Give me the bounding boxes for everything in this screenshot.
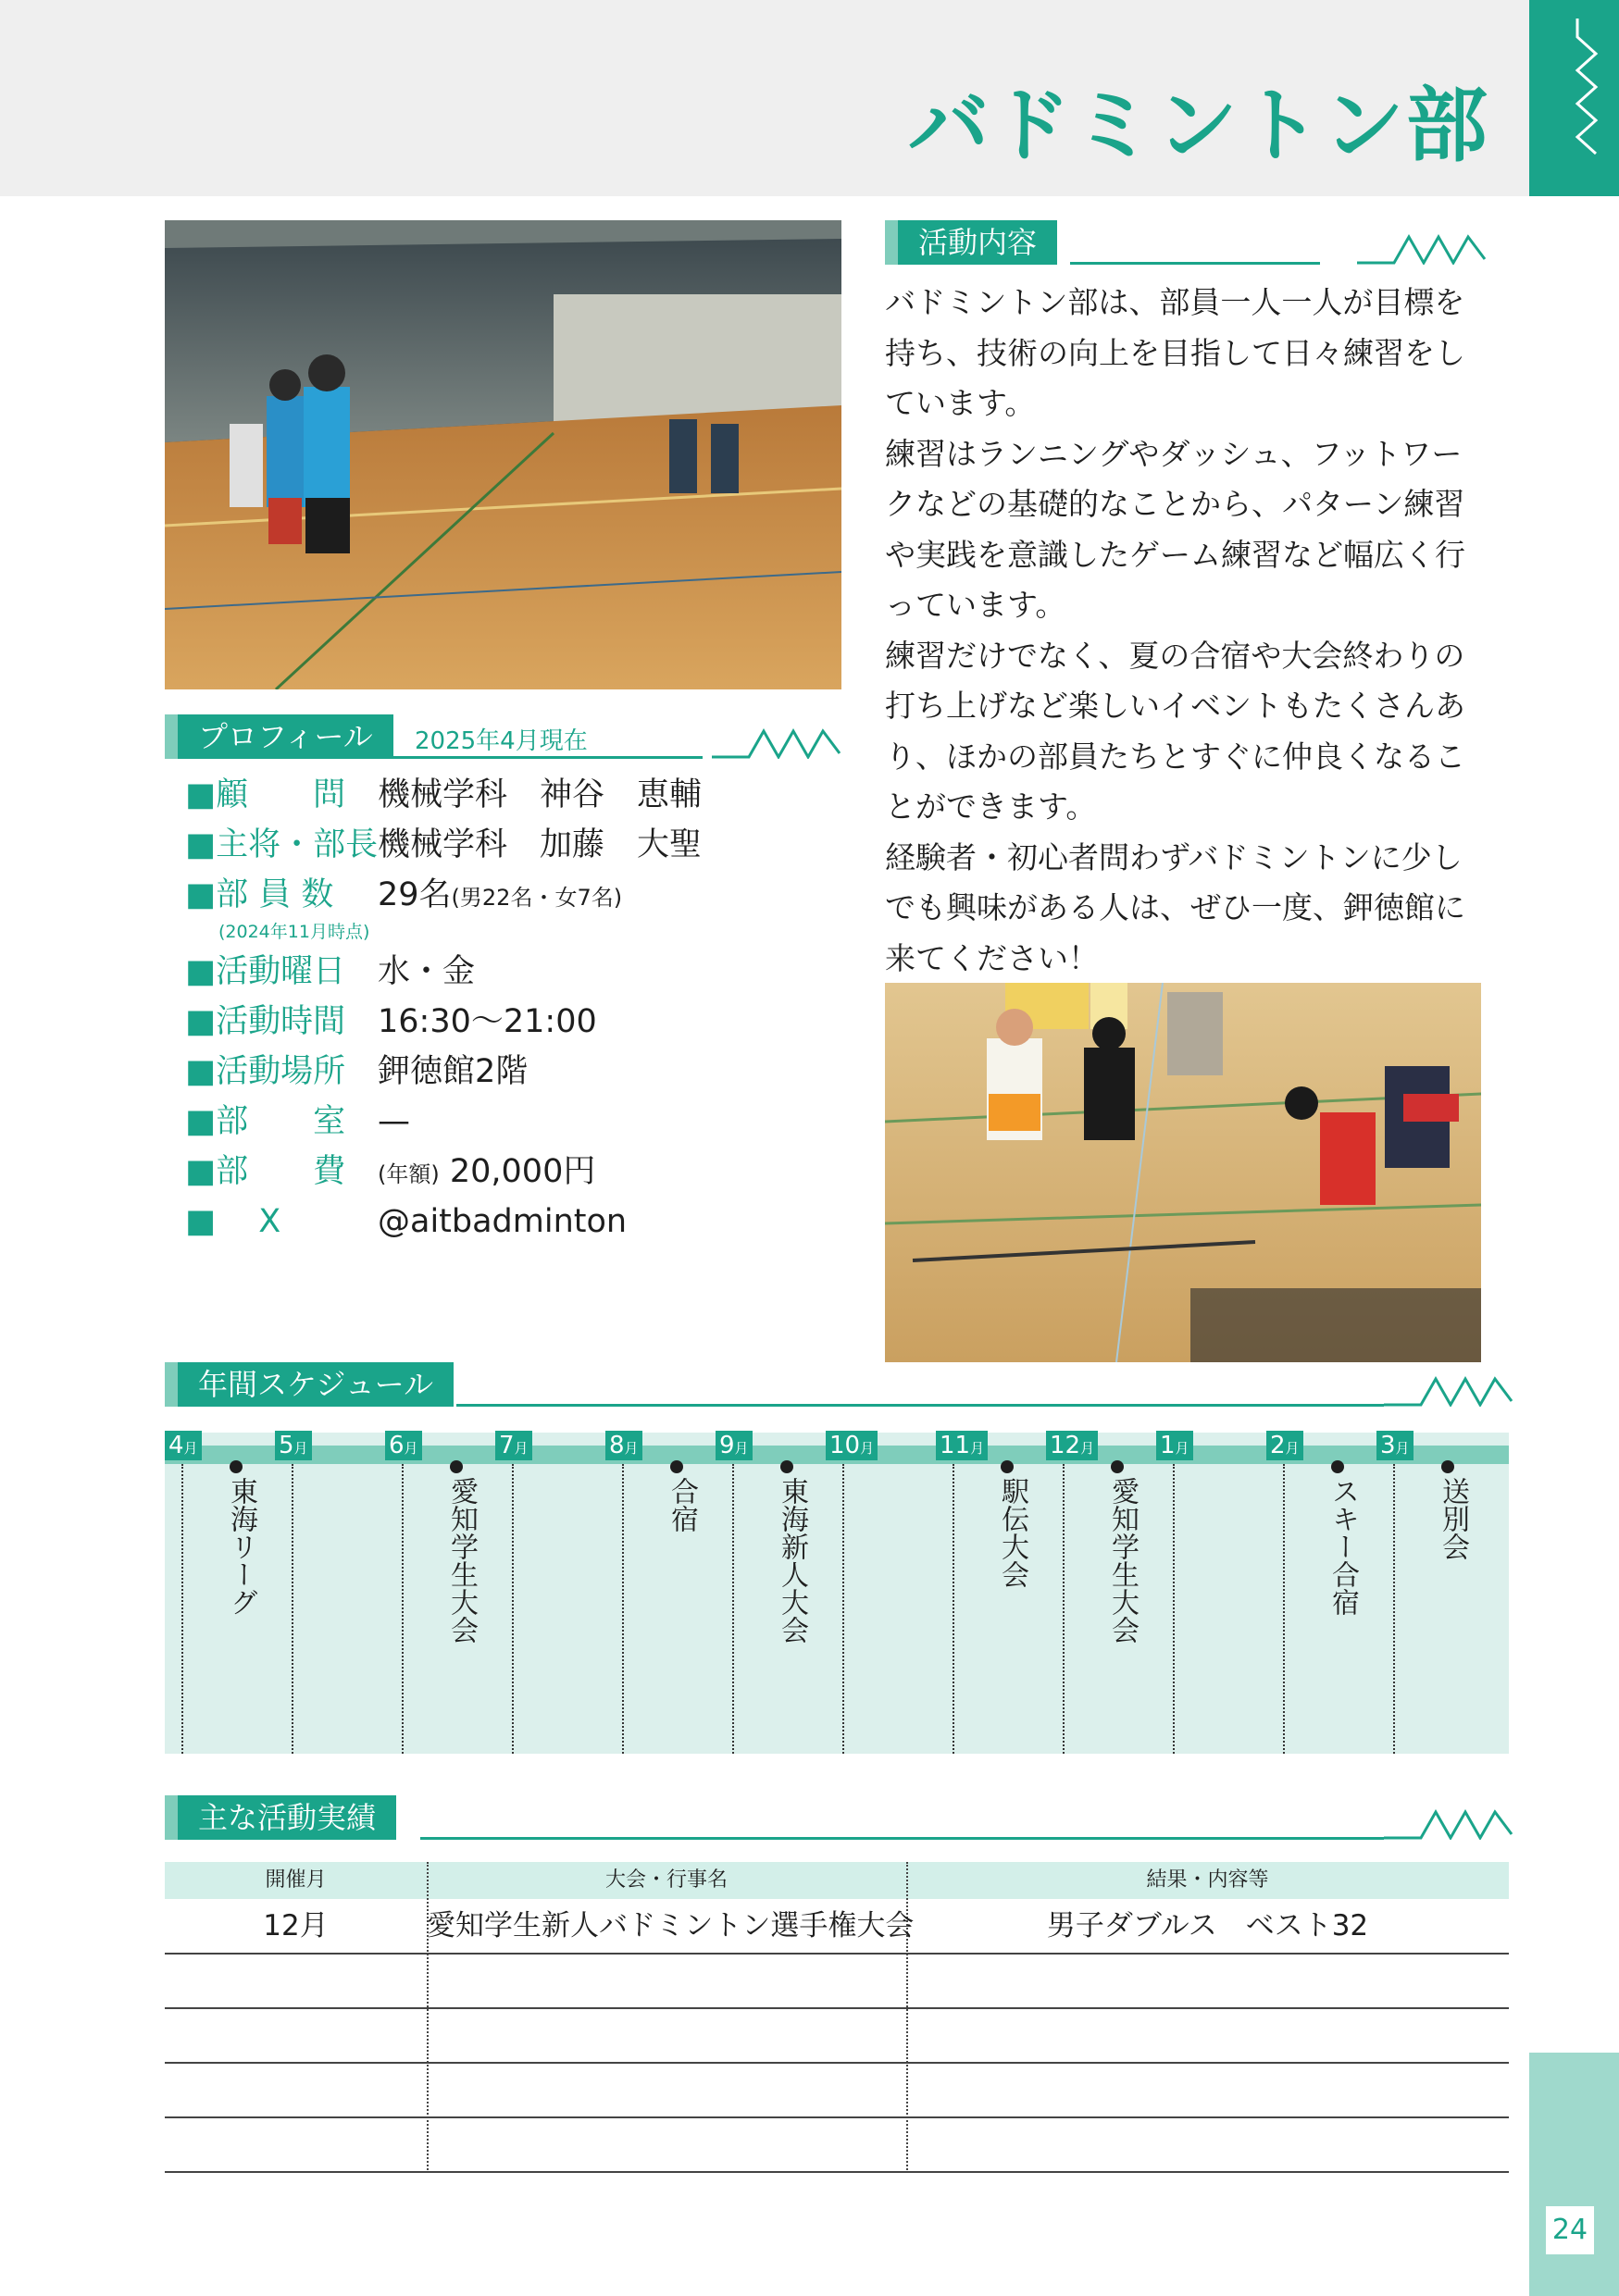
zigzag-decoration-icon xyxy=(1529,0,1619,196)
schedule-event: スキー合宿 xyxy=(1326,1477,1359,1616)
month-tag: 8月 xyxy=(605,1431,642,1460)
profile-value: 水・金 xyxy=(378,953,476,990)
month-tag: 9月 xyxy=(716,1431,753,1460)
profile-value xyxy=(378,872,622,921)
gym-scene-image xyxy=(165,220,841,689)
month-tag: 10月 xyxy=(826,1431,878,1460)
profile-value: 機械学科 加藤 大聖 xyxy=(378,826,703,863)
profile-value: 鉀徳館2階 xyxy=(378,1053,529,1090)
x-account-link[interactable]: @aitbadminton xyxy=(378,1203,628,1240)
month-tag: 7月 xyxy=(495,1431,532,1460)
zigzag-icon xyxy=(712,726,841,759)
table-row-line xyxy=(165,2062,1509,2064)
month-tag: 4月 xyxy=(165,1431,202,1460)
profile-row-captain xyxy=(185,822,704,868)
practice-photo xyxy=(165,220,841,689)
profile-value: 16:30〜21:00 xyxy=(378,1003,597,1040)
result-month: 12月 xyxy=(263,1909,329,1942)
profile-label: ■顧 問 xyxy=(185,776,346,813)
profile-heading xyxy=(165,714,841,759)
schedule-heading xyxy=(165,1362,1509,1407)
profile-label: ■部 費 xyxy=(185,1153,346,1190)
schedule-divider xyxy=(842,1464,844,1754)
profile-value: 機械学科 神谷 恵輔 xyxy=(378,776,703,813)
schedule-event: 愛知学生大会 xyxy=(1106,1477,1139,1644)
schedule-divider xyxy=(1173,1464,1175,1754)
results-heading xyxy=(165,1795,1509,1840)
zigzag-icon xyxy=(1384,1806,1513,1840)
profile-row-x xyxy=(185,1198,704,1245)
month-tag: 1月 xyxy=(1156,1431,1193,1460)
event-dot xyxy=(1441,1460,1454,1473)
match-photo xyxy=(885,983,1481,1362)
match-scene-image xyxy=(885,983,1481,1362)
month-tag: 11月 xyxy=(936,1431,988,1460)
schedule-heading-label: 年間スケジュール xyxy=(178,1362,454,1407)
event-dot xyxy=(450,1460,463,1473)
schedule-divider xyxy=(953,1464,954,1754)
schedule-divider xyxy=(512,1464,514,1754)
month-tag: 2月 xyxy=(1266,1431,1303,1460)
month-tag: 12月 xyxy=(1046,1431,1098,1460)
schedule-divider xyxy=(292,1464,293,1754)
month-tag: 3月 xyxy=(1376,1431,1414,1460)
profile-as-of: 2025年4月現在 xyxy=(415,727,588,755)
schedule-event: 合宿 xyxy=(666,1477,698,1533)
profile-value xyxy=(378,1148,595,1198)
member-breakdown: (男22名・女7名) xyxy=(451,885,623,911)
activity-paragraph: バドミントン部は、部員一人一人が目標を持ち、技術の向上を目指して日々練習をしています。 xyxy=(885,284,1465,421)
schedule-divider xyxy=(1283,1464,1285,1754)
event-dot xyxy=(1001,1460,1014,1473)
profile-label: ■部 室 xyxy=(185,1103,346,1140)
profile-value: — xyxy=(378,1103,410,1140)
profile-label: ■ X xyxy=(185,1203,281,1240)
page-title: バドミントン部 xyxy=(907,78,1489,173)
activity-paragraph: 練習はランニングやダッシュ、フットワークなどの基礎的なことから、パターン練習や実践を意識したゲーム練習など幅広く行っています。 xyxy=(885,435,1465,623)
table-row-line xyxy=(165,2007,1509,2009)
activity-heading-label: 活動内容 xyxy=(898,220,1057,265)
fee-amount: 20,000円 xyxy=(449,1153,596,1190)
schedule-divider xyxy=(732,1464,734,1754)
schedule-divider xyxy=(1393,1464,1395,1754)
header-event: 大会・行事名 xyxy=(604,1868,728,1892)
event-dot xyxy=(1331,1460,1344,1473)
schedule-area xyxy=(165,1433,1509,1754)
header-month: 開催月 xyxy=(265,1868,327,1892)
schedule-event: 愛知学生大会 xyxy=(445,1477,478,1644)
schedule-event: 東海新人大会 xyxy=(776,1477,808,1644)
event-dot xyxy=(780,1460,793,1473)
profile-label: ■活動時間 xyxy=(185,1003,346,1040)
profile-row-fee xyxy=(185,1148,704,1195)
schedule-divider xyxy=(181,1464,183,1754)
table-row-line xyxy=(165,2171,1509,2173)
table-row-line xyxy=(165,1953,1509,1955)
month-tag: 6月 xyxy=(385,1431,422,1460)
schedule-divider xyxy=(1063,1464,1065,1754)
activity-heading xyxy=(885,220,1487,265)
profile-row-members xyxy=(185,872,704,918)
member-count: 29名 xyxy=(378,876,452,913)
schedule-event: 駅伝大会 xyxy=(996,1477,1028,1588)
schedule-divider xyxy=(402,1464,404,1754)
side-tab xyxy=(1529,0,1619,196)
profile-row-advisor xyxy=(185,772,704,818)
activity-paragraph: 練習だけでなく、夏の合宿や大会終わりの打ち上げなど楽しいイベントもたくさんあり、ほかの部員たちとすぐに仲良くなることができます。 xyxy=(885,637,1465,825)
event-dot xyxy=(670,1460,683,1473)
profile-row-place xyxy=(185,1049,704,1095)
zigzag-icon xyxy=(1357,231,1487,265)
page-number: 24 xyxy=(1546,2206,1594,2254)
zigzag-icon xyxy=(1384,1373,1513,1407)
result-event: 愛知学生新人バドミントン選手権大会 xyxy=(427,1909,915,1942)
event-dot xyxy=(230,1460,243,1473)
profile-label: ■活動曜日 xyxy=(185,953,346,990)
schedule-event: 東海リーグ xyxy=(225,1477,257,1616)
member-count-note: (2024年11月時点) xyxy=(218,922,370,942)
schedule-divider xyxy=(622,1464,624,1754)
profile-row-room xyxy=(185,1098,704,1145)
profile-label: ■活動場所 xyxy=(185,1053,346,1090)
side-tab-bottom xyxy=(1529,2053,1619,2296)
profile-row-days xyxy=(185,949,704,995)
schedule-event: 送別会 xyxy=(1437,1477,1469,1560)
event-dot xyxy=(1111,1460,1124,1473)
results-heading-label: 主な活動実績 xyxy=(178,1795,396,1840)
header-result: 結果・内容等 xyxy=(1146,1868,1269,1892)
profile-label: ■主将・部長 xyxy=(185,826,379,863)
table-row-line xyxy=(165,2116,1509,2118)
profile-heading-label: プロフィール xyxy=(178,714,393,759)
activity-text xyxy=(885,278,1487,984)
profile-row-time xyxy=(185,999,704,1045)
activity-paragraph: 経験者・初心者問わずバドミントンに少しでも興味がある人は、ぜひ一度、鉀徳館に来てください！ xyxy=(885,838,1465,976)
profile-label: ■部 員 数 xyxy=(185,876,334,913)
result-outcome: 男子ダブルス ベスト32 xyxy=(1046,1909,1369,1942)
fee-period: (年額) xyxy=(378,1161,440,1187)
month-tag: 5月 xyxy=(275,1431,312,1460)
